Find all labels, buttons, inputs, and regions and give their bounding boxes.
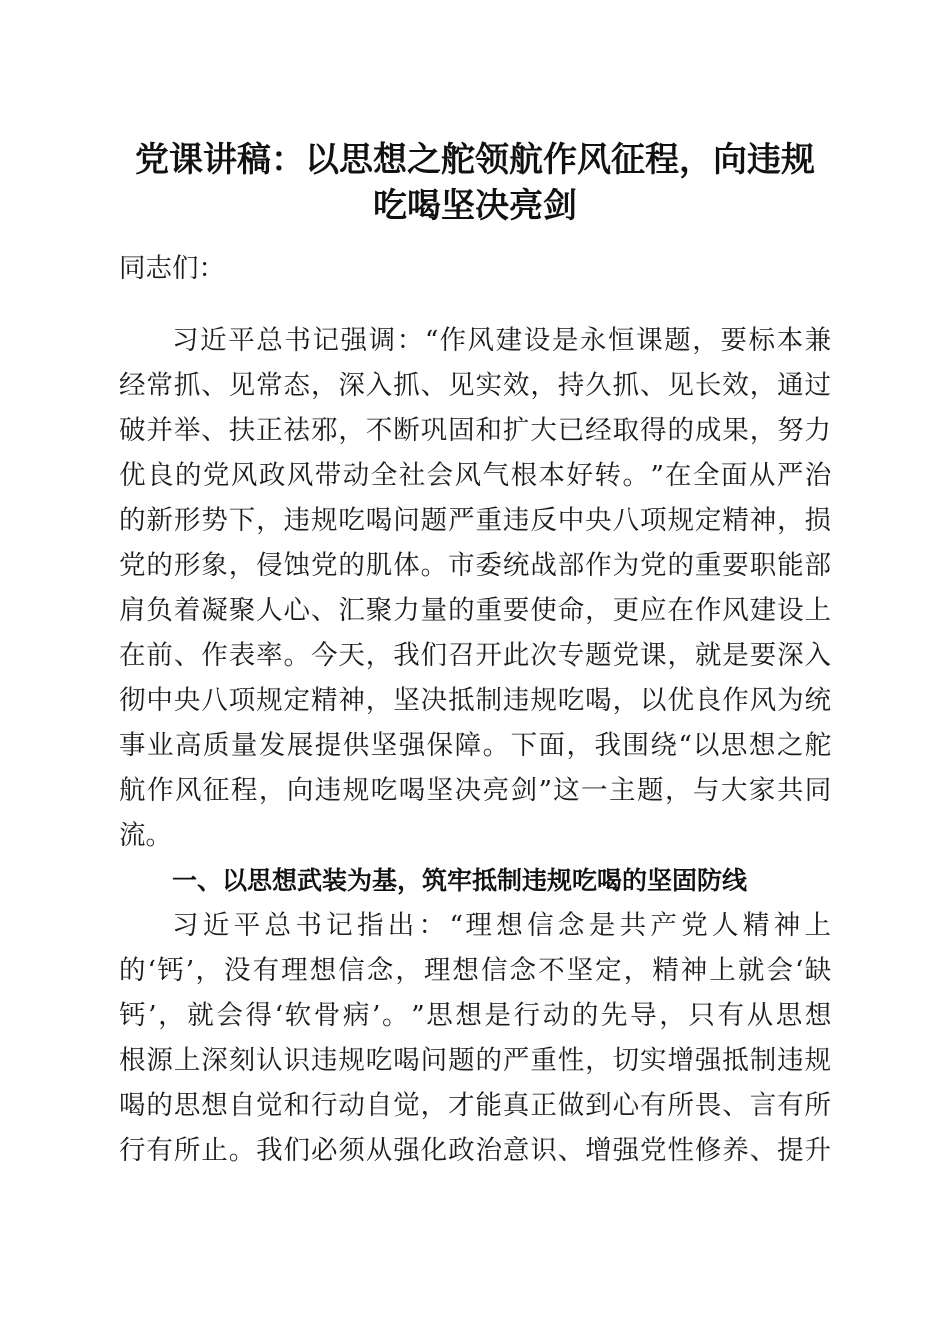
paragraph-line: 习 近 平 总 书 记 指 出 ： “ 理 想 信 念 是 共 产 党 人 精 神 上	[172, 910, 831, 941]
paragraph-line: 根 源 上 深 刻 认 识 违 规 吃 喝 问 题 的 严 重 性 ， 切 实 增 强 抵 制 违 规	[119, 1045, 831, 1076]
paragraph-line: 肩 负 着 凝 聚 人 心 、 汇 聚 力 量 的 重 要 使 命 ， 更 应 在 作 风 建 设 上	[119, 595, 831, 626]
paragraph-line: 流。	[119, 820, 172, 851]
paragraph-line: 事 业 高 质 量 发 展 提 供 坚 强 保 障 。 下 面 ， 我 围 绕 “ 以 思 想 之 舵	[119, 730, 831, 761]
salutation: 同志们：	[119, 253, 225, 284]
paragraph-line: 的 新 形 势 下 ， 违 规 吃 喝 问 题 严 重 违 反 中 央 八 项 规 定 精 神 ， 损	[119, 505, 831, 536]
paragraph-line: 破 并 举 、 扶 正 祛 邪 ， 不 断 巩 固 和 扩 大 已 经 取 得 的 成 果 ， 努 力	[119, 415, 831, 446]
paragraph-line: 航 作 风 征 程 ， 向 违 规 吃 喝 坚 决 亮 剑 ” 这 一 主 题 ， 与 大 家 共 同	[119, 775, 831, 806]
paragraph-line: 彻 中 央 八 项 规 定 精 神 ， 坚 决 抵 制 违 规 吃 喝 ， 以 优 良 作 风 为 统	[119, 685, 831, 716]
paragraph-line: 经 常 抓 、 见 常 态 ， 深 入 抓 、 见 实 效 ， 持 久 抓 、 见 长 效 ， 通 过	[119, 370, 831, 401]
paragraph-line: 喝 的 思 想 自 觉 和 行 动 自 觉 ， 才 能 真 正 做 到 心 有 所 畏 、 言 有 所	[119, 1090, 831, 1121]
paragraph-line: 优 良 的 党 风 政 风 带 动 全 社 会 风 气 根 本 好 转 。 ” 在 全 面 从 严 治	[119, 460, 831, 491]
document-title-line-1: 党课讲稿：以思想之舵领航作风征程，向违规	[135, 140, 815, 180]
section-heading: 一、以思想武装为基，筑牢抵制违规吃喝的坚固防线	[172, 866, 748, 895]
paragraph-line: 行 有 所 止 。 我 们 必 须 从 强 化 政 治 意 识 、 增 强 党 性 修 养 、 提 升	[119, 1135, 831, 1166]
paragraph-line: 习 近 平 总 书 记 强 调 ： “ 作 风 建 设 是 永 恒 课 题 ， 要 标 本 兼	[172, 325, 831, 356]
paragraph-line: 的 ‘ 钙 ’ ， 没 有 理 想 信 念 ， 理 想 信 念 不 坚 定 ， 精 神 上 就 会 ‘ 缺	[119, 955, 831, 986]
paragraph-line: 党 的 形 象 ， 侵 蚀 党 的 肌 体 。 市 委 统 战 部 作 为 党 的 重 要 职 能 部	[119, 550, 831, 581]
paragraph-line: 在 前 、 作 表 率 。 今 天 ， 我 们 召 开 此 次 专 题 党 课 ， 就 是 要 深 入	[119, 640, 831, 671]
document-title-line-2: 吃喝坚决亮剑	[373, 186, 577, 226]
paragraph-line: 钙 ’ ， 就 会 得 ‘ 软 骨 病 ’ 。 ” 思 想 是 行 动 的 先 导 ， 只 有 从 思 想	[119, 1000, 831, 1031]
